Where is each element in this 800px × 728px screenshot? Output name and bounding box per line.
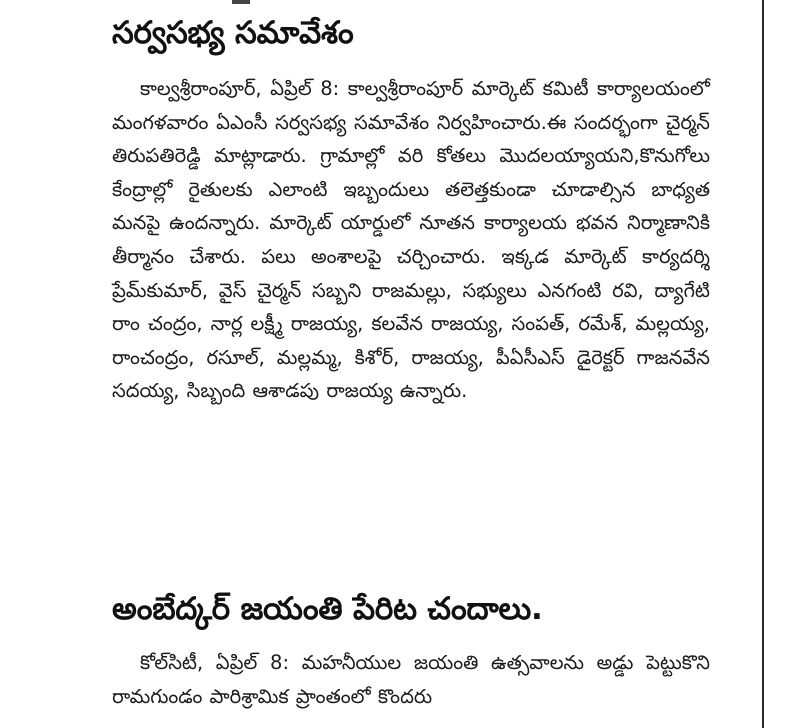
clipping-edge-mark xyxy=(232,0,250,4)
article-headline: అంబేద్కర్ జయంతి పేరిట చందాలు. xyxy=(112,591,543,627)
article-ambedkar-jayanti xyxy=(112,586,710,713)
article-headline: సర్వసభ్య సమావేశం xyxy=(112,15,354,51)
article-general-body-meeting xyxy=(112,10,710,408)
column-rule xyxy=(762,0,764,728)
article-body: కోల్‌సిటీ, ఏప్రిల్ 8: మహనీయుల జయంతి ఉత్సవాలను అడ్డు పెట్టుకొని రామగుండం పారిశ్రామిక ప్రాంతంలో కొందరు xyxy=(112,651,710,708)
article-body: కాల్వశ్రీరాంపూర్, ఏప్రిల్ 8: కాల్వశ్రీరాంపూర్ మార్కెట్ కమిటీ కార్యాలయంలో మంగళవారం ఏఎంసీ సర్వసభ్య సమావేశం నిర్వహించారు.ఈ సందర్భంగా చైర్మన్ తిరుపతిరెడ్డి మాట్లాడారు. గ్రామాల్లో వరి కోతలు మొదలయ్యాయని,కొనుగోలు కేంద్రాల్లో రైతులకు ఎలాంటి ఇబ్బందులు తలెత్తకుండా చూడాల్సిన బాధ్యత మనపై ఉందన్నారు. మార్కెట్ యార్డులో నూతన కార్యాలయ భవన నిర్మాణానికి తీర్మానం చేశారు. పలు అంశాలపై చర్చించారు. ఇక్కడ మార్కెట్ కార్యదర్శి ప్రేమ్‌కుమార్, వైస్ చైర్మన్ సబ్బని రాజమల్లు, సభ్యులు ఎనగంటి రవి, ద్యాగేటి రాం చంద్రం, నార్ల లక్ష్మీ రాజయ్య, కలవేన రాజయ్య, సంపత్, రమేశ్, మల్లయ్య, రాంచంద్రం, రసూల్, మల్లమ్మ, కిశోర్, రాజయ్య, పీఏసీఎస్ డైరెక్టర్ గాజనవేన సదయ్య, సిబ్బంది ఆశాడపు రాజయ్య ఉన్నారు. xyxy=(112,77,710,403)
